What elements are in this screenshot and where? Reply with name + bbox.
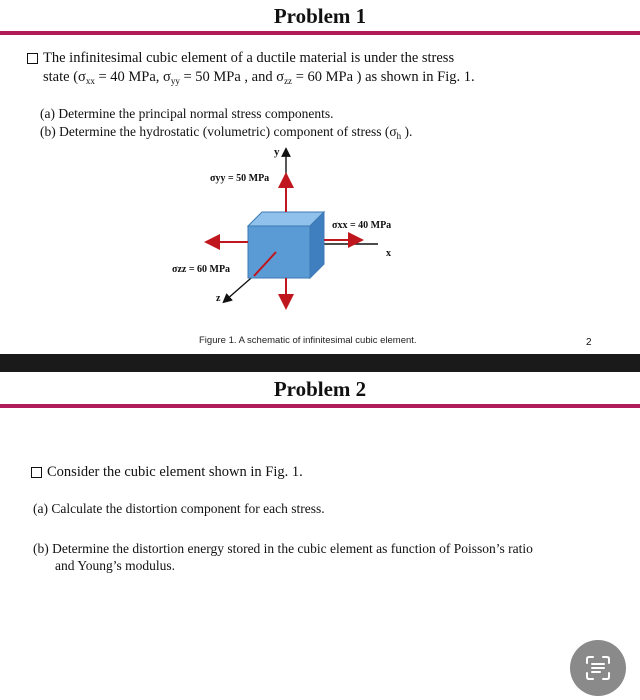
problem2-checkbox-icon <box>31 467 42 478</box>
problem2-part-a: (a) Calculate the distortion component for each stress. <box>33 501 325 516</box>
figure1-caption: Figure 1. A schematic of infinitesimal cubic element. <box>199 335 417 346</box>
page-number: 2 <box>586 337 592 348</box>
problem2-title: Problem 2 <box>273 377 367 401</box>
cubic-element <box>248 212 324 278</box>
sigma-zz-label: σzz = 60 MPa <box>172 264 231 275</box>
page-separator <box>0 354 640 372</box>
scan-text-button[interactable] <box>570 640 626 696</box>
axis-x-label: x <box>386 248 391 259</box>
problem1-statement-line2: state ($\sigma_{xx} = 40$ MPa, $\sigma_{yy} = 50$ MPa , and $\sigma_{zz} = 60$ MPa ) as shown in Fig. 1. <box>43 69 475 86</box>
problem1-title: Problem 1 <box>273 4 367 28</box>
problem1-part-b: (b) Determine the hydrostatic (volumetric) component of stress ($\sigma_h$ ). <box>40 124 413 141</box>
problem2-statement: Consider the cubic element shown in Fig. 1. <box>47 464 303 480</box>
problem1-statement-line1: The infinitesimal cubic element of a ductile material is under the stress <box>43 50 455 66</box>
axis-z-label: z <box>216 293 221 304</box>
scan-text-icon <box>583 653 613 683</box>
axis-y-label: y <box>274 146 280 158</box>
problem2-divider <box>0 404 640 408</box>
problem1-part-a: (a) Determine the principal normal stress components. <box>40 106 334 121</box>
sigma-xx-label: σxx = 40 MPa <box>332 220 392 231</box>
problem2-part-b-line1: (b) Determine the distortion energy stored in the cubic element as function of Poisson’s ratio <box>33 541 533 556</box>
problem2-part-b-line2: and Young’s modulus. <box>55 558 176 573</box>
sigma-yy-label: σyy = 50 MPa <box>210 173 270 184</box>
